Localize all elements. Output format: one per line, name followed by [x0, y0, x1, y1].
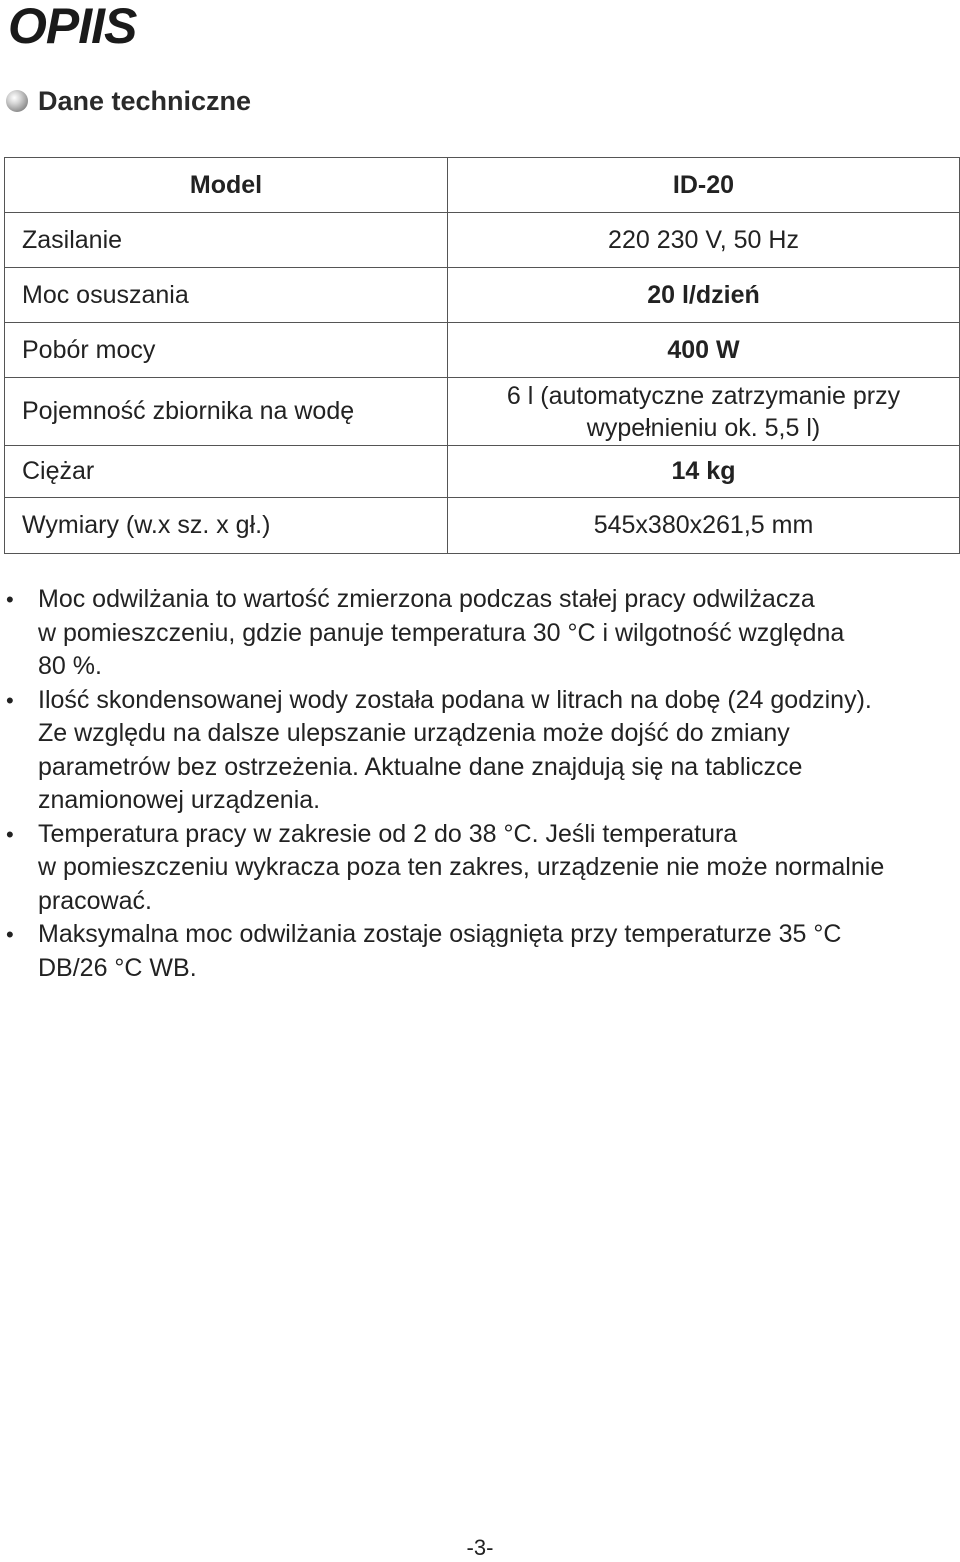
table-row: [5, 268, 960, 323]
section-heading-text: Dane techniczne: [38, 86, 252, 116]
table-row: [5, 323, 960, 378]
note-line: parametrów bez ostrzeżenia. Aktualne dane znajdują się na tabliczce: [38, 752, 803, 781]
table-row: [5, 213, 960, 268]
section-heading: [6, 86, 251, 116]
page-title: OPIIS: [8, 0, 137, 54]
note-line: 80 %.: [38, 652, 102, 680]
row-label-dimensions: Wymiary (w.x sz. x gł.): [5, 498, 448, 554]
table-row: [5, 446, 960, 498]
tank-capacity-line-1: 6 l (automatyczne zatrzymanie przy: [506, 381, 901, 410]
page-number: -3-: [466, 1535, 494, 1560]
table-header-model-value: ID-20: [448, 158, 960, 213]
row-label-power-supply: Zasilanie: [5, 213, 448, 268]
bullet-dot-icon: •: [6, 821, 14, 847]
bullet-dot-icon: •: [6, 687, 14, 713]
note-item: [0, 918, 960, 985]
row-value-weight: 14 kg: [448, 446, 960, 498]
row-label-tank-capacity: Pojemność zbiornika na wodę: [5, 378, 448, 446]
note-line: w pomieszczeniu wykracza poza ten zakres, urządzenie nie może normalnie: [38, 853, 885, 881]
row-value-tank-capacity: [448, 378, 960, 446]
note-item: [0, 583, 960, 684]
note-line: Moc odwilżania to wartość zmierzona podczas stałej pracy odwilżacza: [38, 585, 815, 613]
tank-capacity-line-2: wypełnieniu ok. 5,5 l): [586, 413, 821, 442]
note-line: w pomieszczeniu, gdzie panuje temperatura 30 °C i wilgotność względna: [38, 618, 845, 647]
note-line: Temperatura pracy w zakresie od 2 do 38 °C. Jeśli temperatura: [38, 819, 738, 848]
note-line: DB/26 °C WB.: [38, 953, 197, 982]
table-header-row: [5, 158, 960, 213]
note-line: Ilość skondensowanej wody została podana w litrach na dobę (24 godziny).: [38, 685, 872, 714]
row-label-weight: Ciężar: [5, 446, 448, 498]
note-item: [0, 818, 960, 919]
note-line: Ze względu na dalsze ulepszanie urządzenia może dojść do zmiany: [38, 719, 790, 747]
table-header-model-label: Model: [5, 158, 448, 213]
note-line: Maksymalna moc odwilżania zostaje osiągnięta przy temperaturze 35 °C: [38, 920, 842, 948]
bullet-dot-icon: •: [6, 587, 14, 612]
note-line: pracować.: [38, 886, 152, 915]
row-value-dehumidifying-capacity: 20 l/dzień: [448, 268, 960, 323]
row-label-power-consumption: Pobór mocy: [5, 323, 448, 378]
table-row: [5, 378, 960, 446]
notes-list: [0, 583, 960, 985]
row-value-dimensions: 545x380x261,5 mm: [448, 498, 960, 554]
bullet-dot-icon: •: [6, 922, 14, 947]
note-item: [0, 684, 960, 818]
spec-table: [4, 157, 960, 554]
row-value-power-supply: 220 230 V, 50 Hz: [448, 213, 960, 268]
bullet-orb-icon: [6, 90, 28, 112]
note-line: znamionowej urządzenia.: [38, 786, 321, 814]
row-value-power-consumption: 400 W: [448, 323, 960, 378]
table-row: [5, 498, 960, 554]
row-label-dehumidifying-capacity: Moc osuszania: [5, 268, 448, 323]
